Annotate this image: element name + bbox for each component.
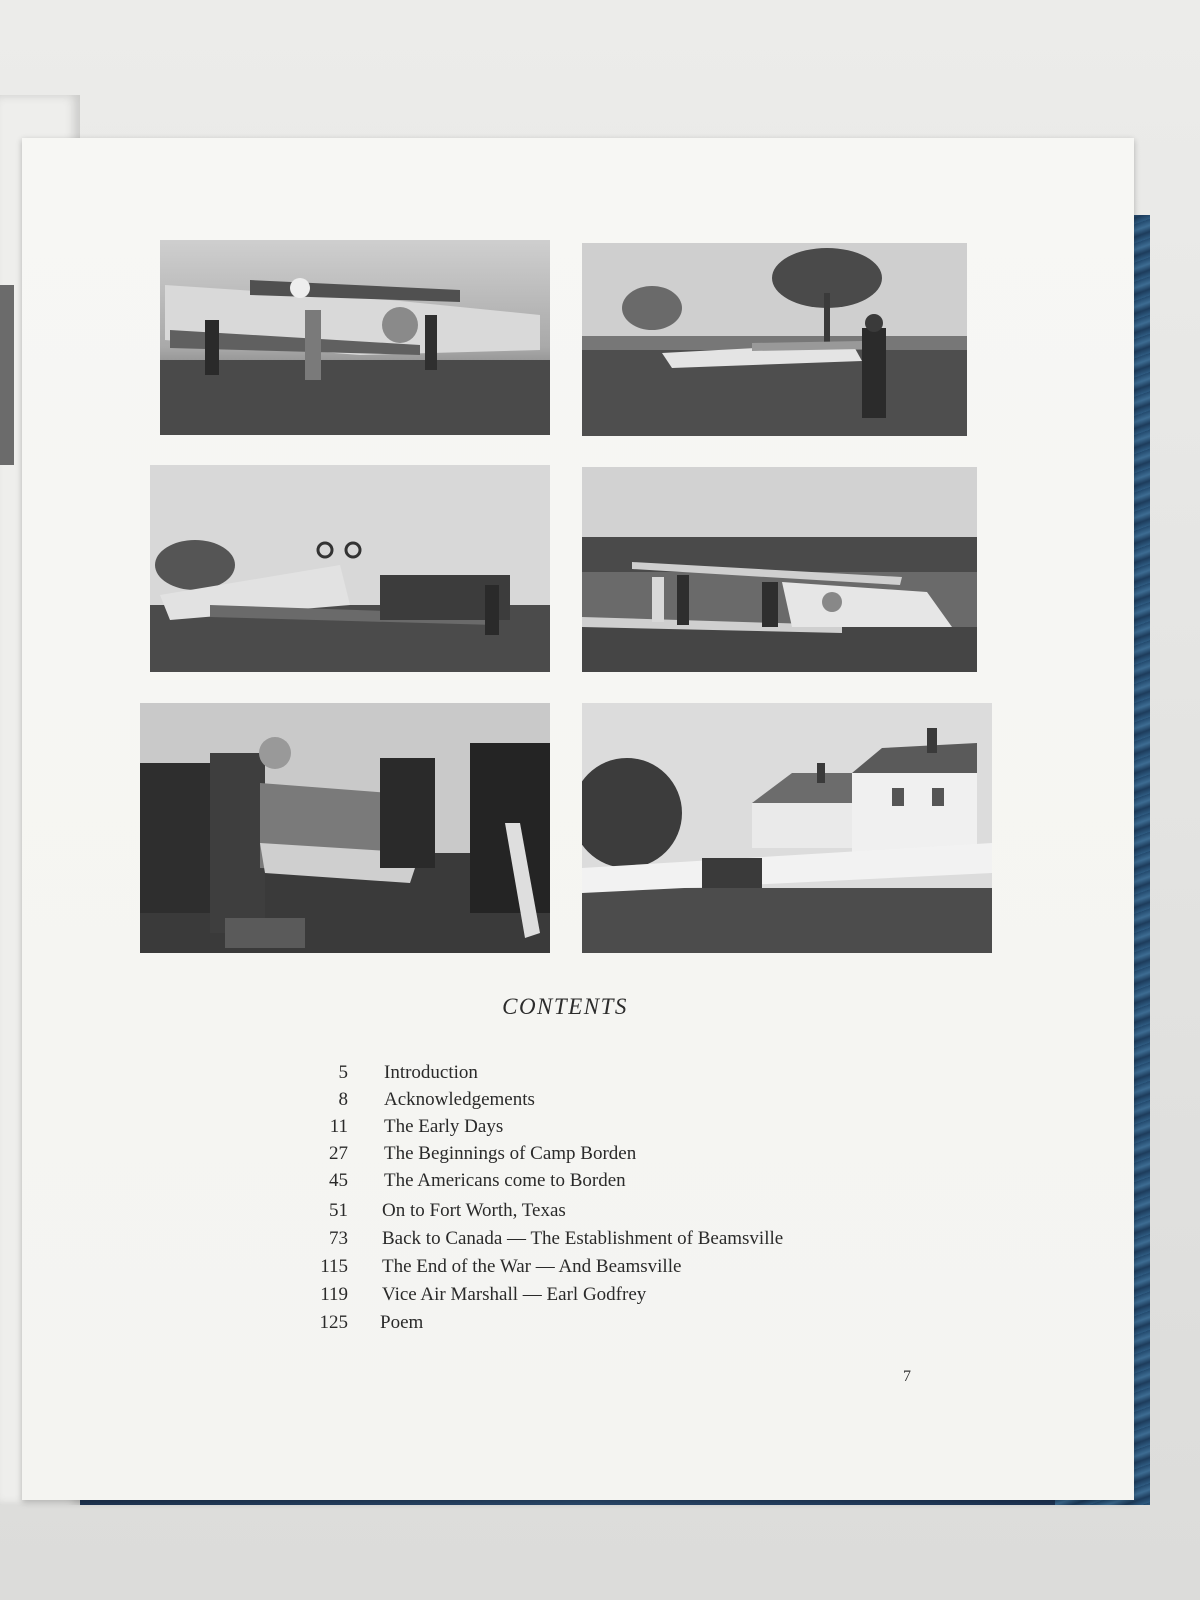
toc-page-number: 125	[319, 1312, 348, 1333]
toc-page-number: 8	[338, 1089, 348, 1110]
photo-crowd-around-crashed-plane	[150, 465, 550, 672]
contents-heading: CONTENTS	[502, 994, 628, 1019]
toc-chapter-title: Acknowledgements	[384, 1089, 535, 1110]
photo-biplanes-on-field	[160, 240, 550, 435]
toc-page-number: 27	[329, 1143, 348, 1164]
page-number: 7	[903, 1368, 911, 1385]
toc-chapter-title: The Early Days	[384, 1116, 504, 1137]
toc-chapter-title: Back to Canada — The Establishment of Beamsville	[382, 1228, 784, 1249]
toc-chapter-title: On to Fort Worth, Texas	[382, 1200, 566, 1221]
photo-pilot-walking-from-biplane	[582, 243, 967, 436]
toc-page-number: 45	[329, 1170, 348, 1191]
photo-men-beside-biplane	[582, 467, 977, 672]
toc-page-number: 73	[329, 1228, 348, 1249]
toc-chapter-title: The Beginnings of Camp Borden	[384, 1143, 637, 1164]
toc-chapter-title: Introduction	[384, 1062, 478, 1083]
toc-chapter-title: The Americans come to Borden	[384, 1170, 626, 1191]
photo-soldiers-at-wreckage	[140, 703, 550, 953]
toc-chapter-title: The End of the War — And Beamsville	[382, 1256, 682, 1277]
toc-page-number: 5	[338, 1062, 348, 1083]
toc-page-number: 115	[320, 1256, 348, 1277]
toc-page-number: 51	[329, 1200, 348, 1221]
photo-wreck-near-farmhouse	[582, 703, 992, 953]
toc-page-number: 119	[320, 1284, 348, 1305]
toc-chapter-title: Vice Air Marshall — Earl Godfrey	[382, 1284, 647, 1305]
left-page-photo-edge	[0, 285, 14, 465]
toc-chapter-title: Poem	[380, 1312, 424, 1333]
toc-page-number: 11	[329, 1116, 348, 1137]
